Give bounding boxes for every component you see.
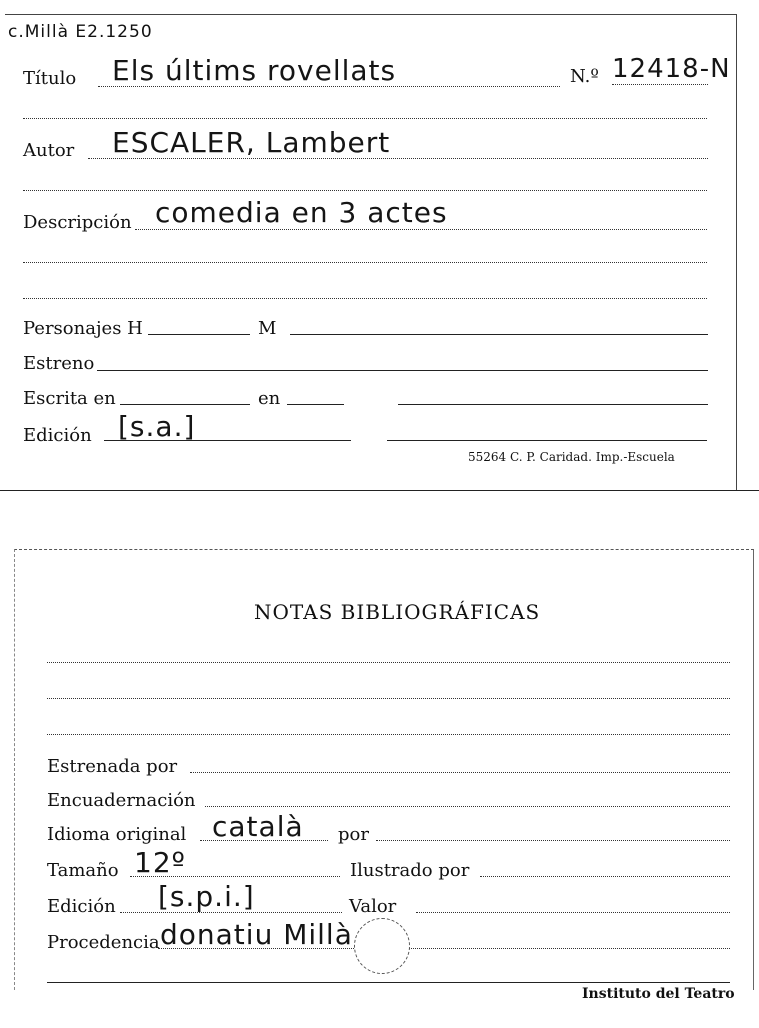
estreno-label: Estreno [23,353,95,374]
numero-label: N.º [570,66,599,87]
line-6 [23,262,707,263]
notas-heading: NOTAS BIBLIOGRÁFICAS [254,600,541,624]
notas-line-2 [47,698,730,699]
line-4 [23,190,707,191]
por-label: por [338,824,369,845]
procedencia-label: Procedencia [47,932,160,953]
escrita-line-3 [398,404,708,405]
punch-hole [354,918,410,974]
card1-bottom-edge [0,490,759,491]
ilustrado-label: Ilustrado por [350,860,470,881]
numero-line [612,84,708,85]
tamano-label: Tamaño [47,860,119,881]
idioma-label: Idioma original [47,824,187,845]
estrenada-label: Estrenada por [47,756,178,777]
valor-label: Valor [349,896,397,917]
estrenada-line [190,772,730,773]
edicion2-label: Edición [47,896,116,917]
escrita-line-2 [287,404,344,405]
notas-line-3 [47,734,730,735]
edicion2-value: [s.p.i.] [158,880,255,913]
descripcion-value: comedia en 3 actes [155,196,448,229]
notas-line-1 [47,662,730,663]
printer-note: 55264 C. P. Caridad. Imp.-Escuela [468,450,675,464]
personajes-label: Personajes H [23,318,143,339]
autor-value: ESCALER, Lambert [112,126,391,159]
escrita-en2-label: en [258,388,281,409]
idioma-value: català [212,810,304,843]
corner-note: c.Millà E2.1250 [8,22,153,42]
line-7 [23,298,707,299]
por-line [376,840,730,841]
valor-line [416,912,730,913]
line-2 [23,118,707,119]
institution-footer: Instituto del Teatro [582,986,735,1002]
autor-label: Autor [23,140,75,161]
personajes-m-label: M [258,318,277,339]
titulo-label: Título [23,68,77,89]
personajes-h-line [148,334,250,335]
edicion-value: [s.a.] [118,410,196,443]
ilustrado-line [480,876,730,877]
descripcion-line [135,229,707,230]
encuadernacion-label: Encuadernación [47,790,196,811]
encuadernacion-line [205,806,730,807]
personajes-m-line [290,334,708,335]
tamano-value: 12º [134,846,186,879]
bottom-rule [47,982,730,983]
escrita-label: Escrita en [23,388,116,409]
estreno-line [97,370,708,371]
descripcion-label: Descripción [23,212,132,233]
numero-value: 12418-N [612,54,731,84]
procedencia-value: donatiu Millà [160,918,353,951]
escrita-line-1 [120,404,250,405]
titulo-value: Els últims rovellats [112,54,397,87]
edicion-line-2 [387,440,707,441]
edicion-label: Edición [23,425,92,446]
